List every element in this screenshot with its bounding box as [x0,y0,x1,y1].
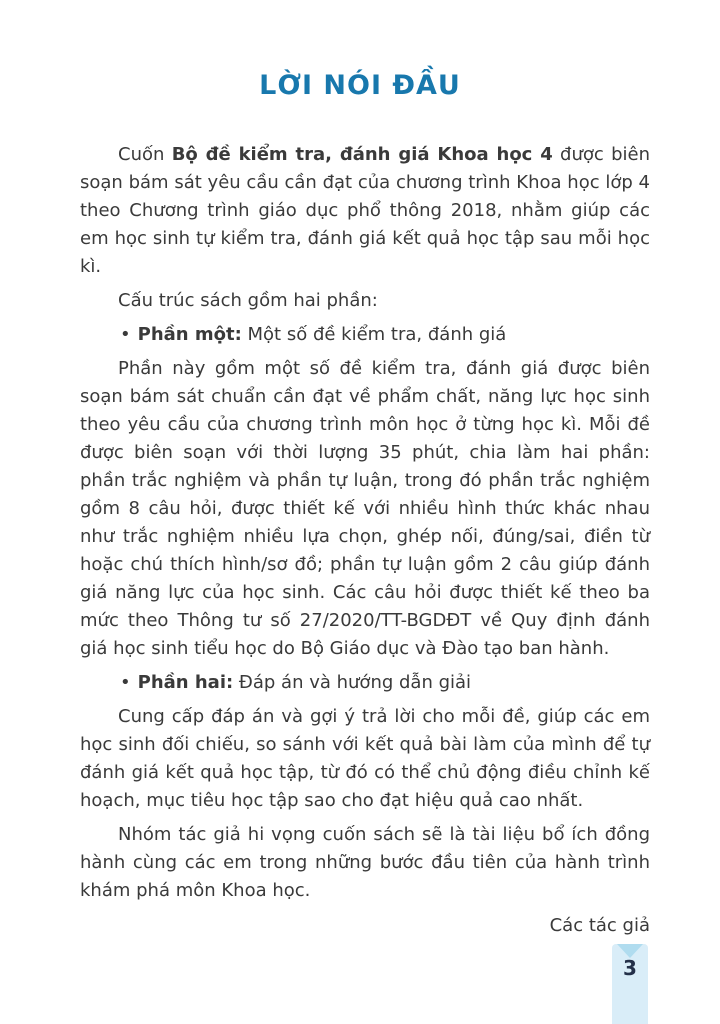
bullet-item-part-two [120,669,650,697]
bullet-icon: • [120,324,131,345]
signature-authors: Các tác giả [549,915,650,936]
bullet-item-part-one [120,321,650,349]
paragraph-structure: Cấu trúc sách gồm hai phần: [118,290,378,311]
paragraph-part-two-detail: Cung cấp đáp án và gợi ý trả lời cho mỗi đề, giúp các em học sinh đối chiếu, so sánh với kết quả bài làm của mình để tự đánh giá kết quả học tập, từ đó có thể chủ động điều chỉnh kế hoạch, mục tiêu học tập sao cho đạt hiệu quả cao nhất. [80,706,650,811]
page-title: LỜI NÓI ĐẦU [259,70,461,101]
text-run: Cuốn [118,144,172,165]
page-number-ribbon [612,944,648,1024]
bullet-icon: • [120,672,131,693]
bullet-label-bold: Phần một: [137,324,242,345]
text-run: được biên soạn bám sát yêu cầu cần đạt của chương trình Khoa học lớp 4 theo Chương trình giáo dục phổ thông 2018, nhằm giúp các em học sinh tự kiểm tra, đánh giá kết quả học tập sau mỗi học kì. [80,144,650,277]
page-number: 3 [623,956,637,980]
book-title-bold: Bộ đề kiểm tra, đánh giá Khoa học 4 [171,144,553,165]
paragraph-closing: Nhóm tác giả hi vọng cuốn sách sẽ là tài liệu bổ ích đồng hành cùng các em trong những bước đầu tiên của hành trình khám phá môn Khoa học. [80,824,650,901]
paragraph-part-one-detail: Phần này gồm một số đề kiểm tra, đánh giá được biên soạn bám sát chuẩn cần đạt về phẩm chất, năng lực học sinh theo yêu cầu của chương trình môn học ở từng học kì. Mỗi đề được biên soạn với thời lượng 35 phút, chia làm hai phần: phần trắc nghiệm và phần tự luận, trong đó phần trắc nghiệm gồm 8 câu hỏi, được thiết kế với nhiều hình thức khác nhau như trắc nghiệm nhiều lựa chọn, ghép nối, đúng/sai, điền từ hoặc chú thích hình/sơ đồ; phần tự luận gồm 2 câu giúp đánh giá năng lực của học sinh. Các câu hỏi được thiết kế theo ba mức theo Thông tư số 27/2020/TT-BGDĐT về Quy định đánh giá học sinh tiểu học do Bộ Giáo dục và Đào tạo ban hành. [80,358,650,659]
paragraph-intro [80,141,650,281]
bullet-label-bold: Phần hai: [137,672,234,693]
text-run: Một số đề kiểm tra, đánh giá [241,324,507,345]
text-run: Đáp án và hướng dẫn giải [233,672,472,693]
foreword-content [0,141,720,905]
